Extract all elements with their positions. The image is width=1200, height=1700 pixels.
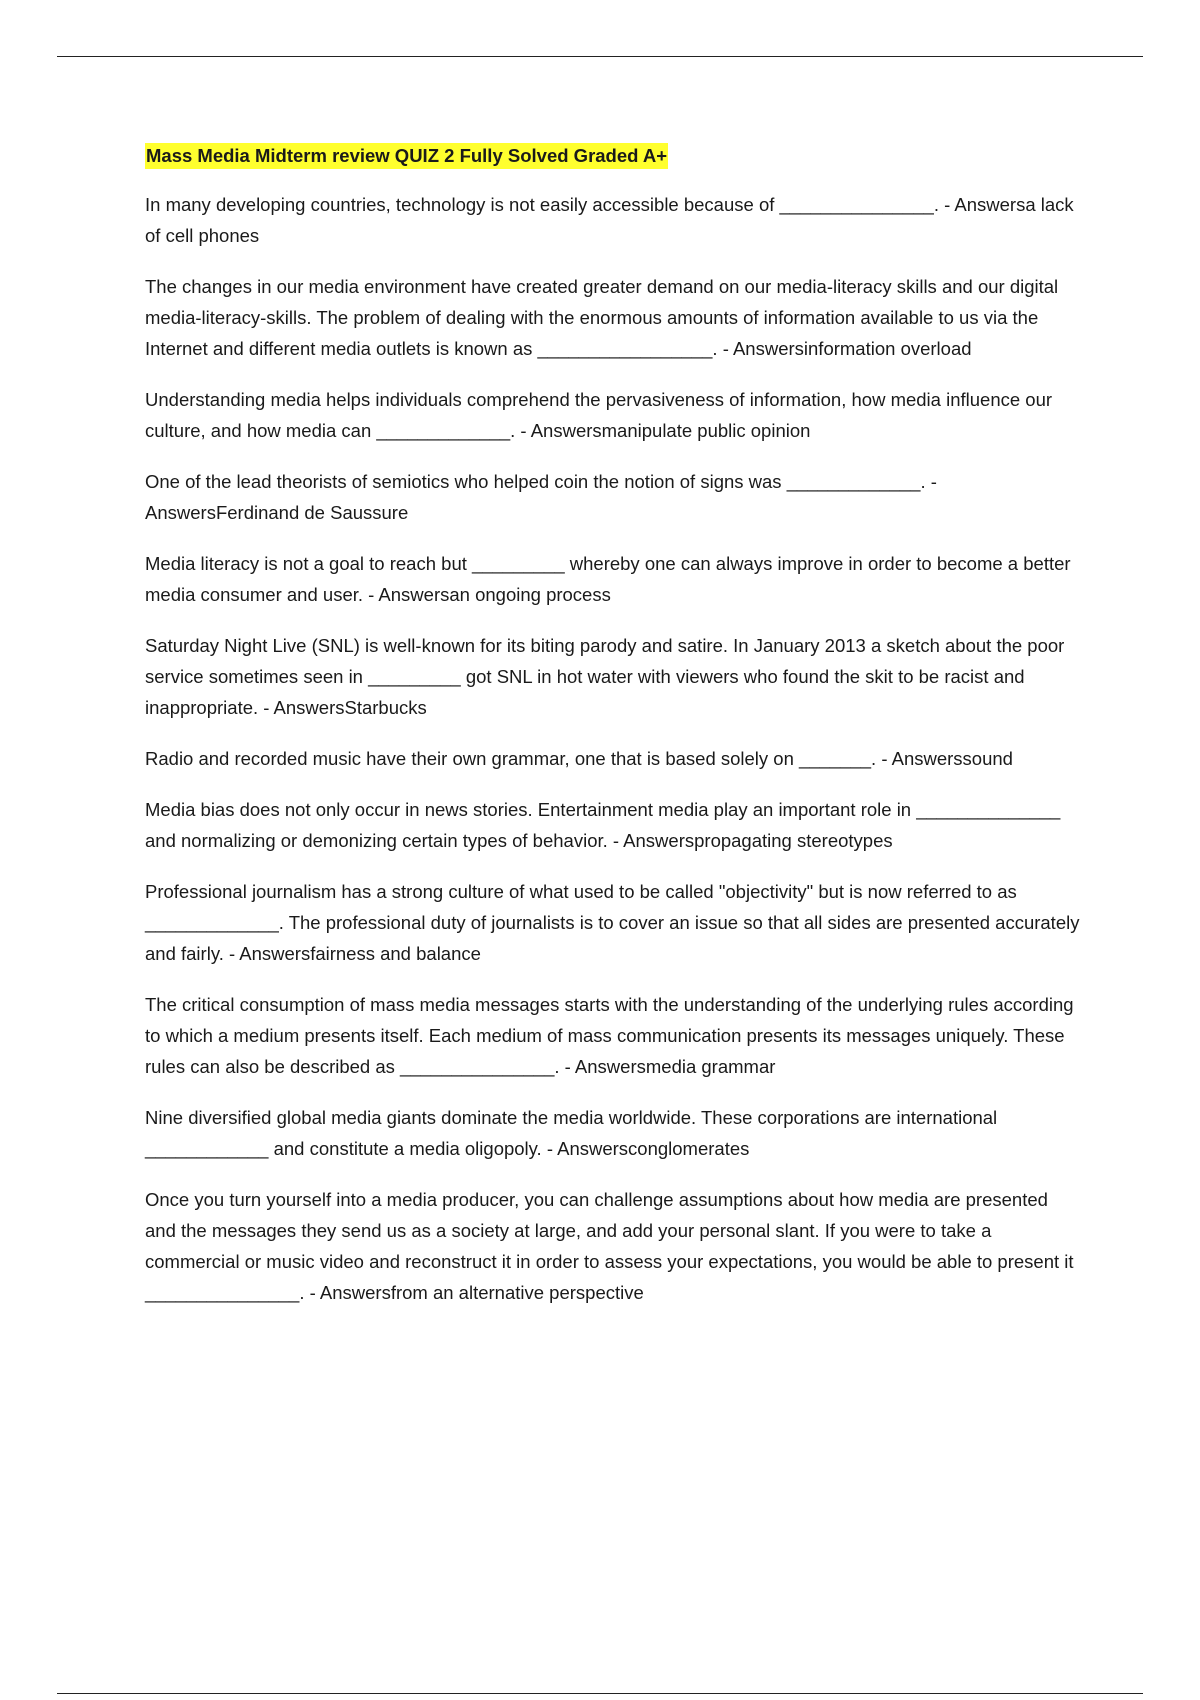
qa-item: Once you turn yourself into a media producer, you can challenge assumptions about how media are presented and the messages they send us as a society at large, and add your personal slant. If you were to take a commercial or music video and reconstruct it in order to assess your expectations, you would be able to present it _______________. - Answersfrom an alternative perspective [145,1189,1074,1303]
qa-item: Radio and recorded music have their own grammar, one that is based solely on _______. - Answerssound [145,748,1013,769]
qa-item: Professional journalism has a strong culture of what used to be called "objectivity" but is now referred to as _____________. The professional duty of journalists is to cover an issue so that all sides are presented accurately and fairly. - Answersfairness and balance [145,881,1080,964]
qa-list [145,189,1080,1308]
qa-item: Media bias does not only occur in news stories. Entertainment media play an important role in ______________ and normalizing or demonizing certain types of behavior. - Answerspropagating stereotypes [145,799,1061,851]
document-body [145,143,1080,1308]
qa-item: Saturday Night Live (SNL) is well-known for its biting parody and satire. In January 2013 a sketch about the poor service sometimes seen in _________ got SNL in hot water with viewers who found the skit to be racist and inappropriate. - AnswersStarbucks [145,635,1065,718]
qa-item: The critical consumption of mass media messages starts with the understanding of the underlying rules according to which a medium presents itself. Each medium of mass communication presents its messages uniquely. These rules can also be described as _______________. - Answersmedia grammar [145,994,1074,1077]
qa-item: Nine diversified global media giants dominate the media worldwide. These corporations are international ____________ and constitute a media oligopoly. - Answersconglomerates [145,1107,998,1159]
document-title: Mass Media Midterm review QUIZ 2 Fully Solved Graded A+ [145,143,668,169]
qa-item: Media literacy is not a goal to reach but _________ whereby one can always improve in order to become a better media consumer and user. - Answersan ongoing process [145,553,1071,605]
qa-item: One of the lead theorists of semiotics who helped coin the notion of signs was _____________. - AnswersFerdinand de Saussure [145,471,937,523]
header-rule [57,56,1143,57]
qa-item: Understanding media helps individuals comprehend the pervasiveness of information, how media influence our culture, and how media can _____________. - Answersmanipulate public opinion [145,389,1053,441]
footer-rule [57,1693,1143,1694]
qa-item: The changes in our media environment have created greater demand on our media-literacy skills and our digital media-literacy-skills. The problem of dealing with the enormous amounts of information available to us via the Internet and different media outlets is known as _________________. - Answersinformation overload [145,276,1059,359]
qa-item: In many developing countries, technology is not easily accessible because of _______________. - Answersa lack of cell phones [145,194,1074,246]
